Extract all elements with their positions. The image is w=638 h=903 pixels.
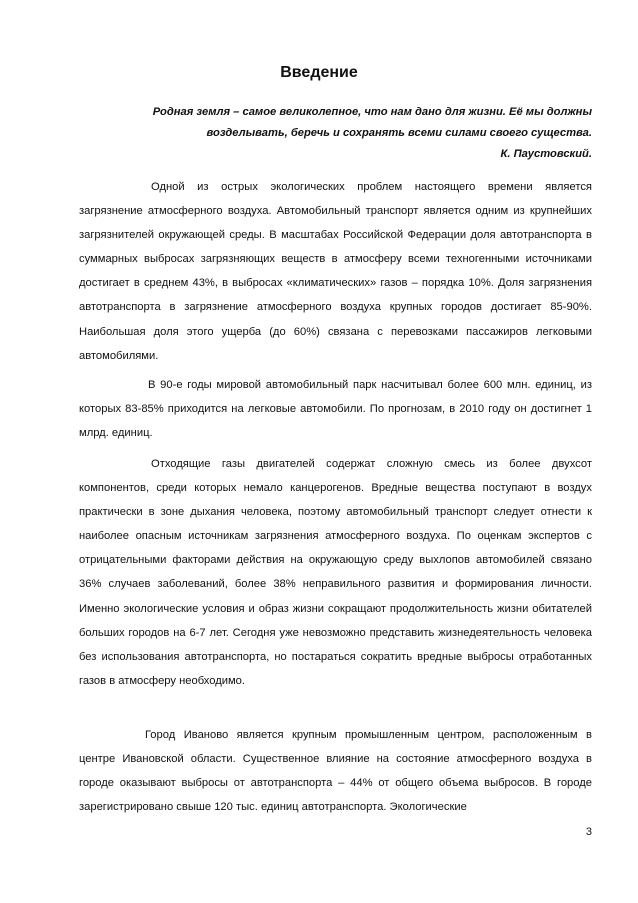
paragraph-2-text: В 90-е годы мировой автомобильный парк насчитывал более 600 млн. единиц, из которых 83-85% приходится на легковые автомобили. По прогнозам, в 2010 году он достигнет 1 млрд. единиц. <box>79 379 592 440</box>
paragraph-1 <box>79 175 592 368</box>
paragraph-3-text: Отходящие газы двигателей содержат сложную смесь из более двухсот компонентов, среди которых немало канцерогенов. Вредные вещества поступают в воздух практически в зоне дыхания человека, поэтому автомобильный транспорт следует отнести к наиболее опасным источникам загрязнения атмосферного воздуха. По оценкам экспертов с отрицательными факторами действия на окружающую среду выхлопов автомобилей связано 36% случаев заболеваний, более 38% неправильного развития и формирования личности. Именно экологические условия и образ жизни сокращают продолжительность жизни обитателей больших городов на 6-7 лет. Сегодня уже невозможно представить жизнедеятельность человека без использования автотранспорта, но постараться сократить вредные выбросы отработанных газов в атмосферу необходимо. <box>79 458 592 687</box>
paragraph-1-text: Одной из острых экологических проблем настоящего времени является загрязнение атмосферного воздуха. Автомобильный транспорт является одним из крупнейших загрязнителей окружающей среды. В масштабах Российской Федерации доля автотранспорта в суммарных выбросах загрязняющих веществ в атмосферу всеми техногенными источниками достигает в среднем 43%, в выбросах «климатических» газов – порядка 10%. Доля загрязнения автотранспорта в загрязнение атмосферного воздуха крупных городов достигает 85-90%. Наибольшая доля этого ущерба (до 60%) связана с перевозками пассажиров легковыми автомобилями. <box>79 181 592 362</box>
epigraph-quote: Родная земля – самое великолепное, что нам дано для жизни. Её мы должны возделывать, беречь и сохранять всеми силами своего существа. <box>152 106 592 139</box>
paragraph-4-text: Город Иваново является крупным промышленным центром, расположенным в центре Ивановской области. Существенное влияние на состояние атмосферного воздуха в городе оказывают выбросы от автотранспорта – 44% от общего объема выбросов. В городе зарегистрировано свыше 120 тыс. единиц автотранспорта. Экологические <box>79 729 592 814</box>
page-title: Введение <box>280 64 358 81</box>
paragraph-3 <box>79 452 592 693</box>
paragraph-4 <box>79 723 592 819</box>
page-number: 3 <box>585 826 592 838</box>
paragraph-2 <box>79 373 592 445</box>
epigraph-author: К. Паустовский. <box>500 148 592 160</box>
